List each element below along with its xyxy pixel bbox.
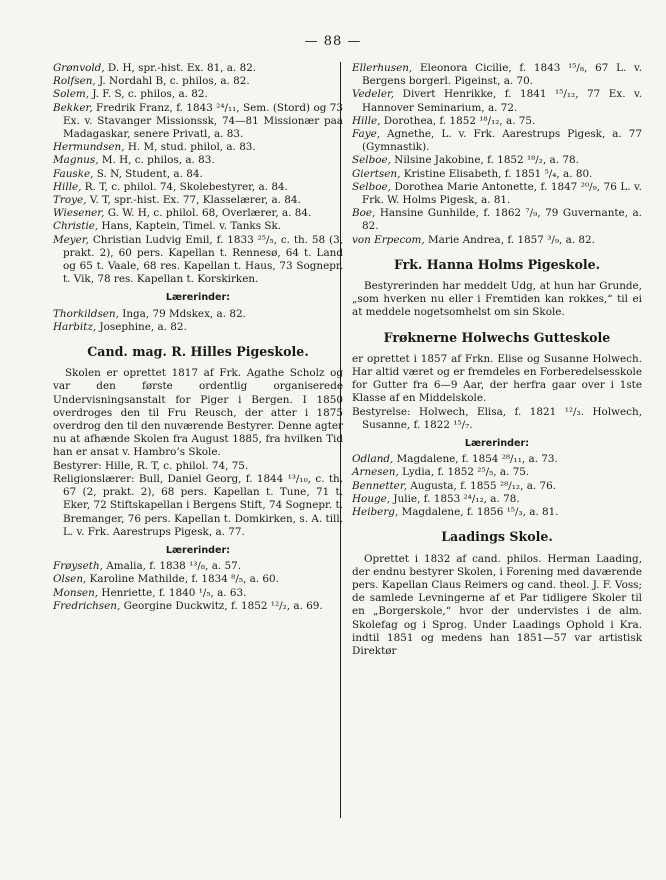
bestyrer-line: Bestyrer: Hille, R. T, c. philol. 74, 75. xyxy=(53,459,249,472)
staff-name: Bennetter, xyxy=(352,479,407,492)
staff-name: von Erpecom, xyxy=(352,233,425,246)
staff-entry xyxy=(53,234,343,287)
staff-name: Rolfsen, xyxy=(53,75,96,88)
staff-details: Josephine, a. 82. xyxy=(96,320,187,333)
staff-name: Giertsen, xyxy=(352,167,401,180)
staff-entry xyxy=(53,573,343,586)
staff-entry xyxy=(53,168,343,181)
staff-name: Selboe, xyxy=(352,154,391,167)
staff-entry xyxy=(53,75,343,88)
staff-name: Solem, xyxy=(53,88,90,101)
staff-details: Julie, f. 1853 ²⁴/₁₂, a. 78. xyxy=(390,492,520,505)
staff-details: Magdalene, f. 1856 ¹⁵/₃, a. 81. xyxy=(398,506,559,519)
staff-name: Monsen, xyxy=(53,586,99,599)
staff-entry xyxy=(53,207,343,220)
staff-entry xyxy=(53,154,343,167)
staff-entry xyxy=(53,102,343,142)
staff-details: Eleonora Cicilie, f. 1843 ¹⁵/₈, 67 L. v. Bergens borgerl. Pigeinst, a. 70. xyxy=(362,62,642,88)
staff-entry xyxy=(352,62,642,88)
staff-details: J. F. S, c. philos, a. 82. xyxy=(89,88,208,101)
section-paragraph: Skolen er oprettet 1817 af Frk. Agathe Scholz og var den første ordentlig organiserede Undervisningsanstalt for Piger i Bergen. I 1850 overdroges den til Fru Reusch, der atter i 1875 overdrog den til den nuværende Bestyrer. Denne agter nu at afhænde Skolen fra August 1885, fra hvilken Tid han er ansat v. Hambro’s Skole. xyxy=(53,367,343,459)
staff-details: Nilsine Jakobine, f. 1852 ¹⁸/₂, a. 78. xyxy=(390,154,579,167)
staff-entry xyxy=(352,207,642,233)
staff-details: Karoline Mathilde, f. 1834 ⁸/₅, a. 60. xyxy=(86,573,279,586)
staff-entry xyxy=(352,128,642,154)
staff-name: Ellerhusen, xyxy=(352,62,413,74)
staff-details: Hansine Gunhilde, f. 1862 ⁷/₉, 79 Guvernante, a. 82. xyxy=(362,207,642,233)
staff-details: Magdalene, f. 1854 ²⁸/₁₁, a. 73. xyxy=(393,453,558,466)
laererinder-heading-2: Lærerinder: xyxy=(165,544,231,556)
staff-details: Agnethe, L. v. Frk. Aarestrups Pigesk, a. 77 (Gymnastik). xyxy=(362,128,642,154)
staff-details: Amalia, f. 1838 ¹³/₈, a. 57. xyxy=(102,560,242,573)
staff-name: Magnus, xyxy=(53,154,99,167)
staff-name: Faye, xyxy=(352,128,381,141)
staff-name: Vedeler, xyxy=(352,88,395,101)
staff-entry xyxy=(352,154,642,167)
staff-details: G. W. H, c. philol. 68, Overlærer, a. 84. xyxy=(104,207,312,220)
holms-paragraph: Bestyrerinden har meddelt Udg, at hun har Grunde, „som hverken nu eller i Fremtiden kan rokkes,“ til ei at meddele nogetsomhelst om sin Skole. xyxy=(352,280,642,319)
staff-name: Boe, xyxy=(352,207,376,220)
staff-entry xyxy=(53,321,343,334)
page-number: — 88 — xyxy=(304,34,362,49)
staff-name: Selboe, xyxy=(352,180,391,193)
staff-name: Harbitz, xyxy=(53,320,97,333)
staff-name: Grønvold, xyxy=(53,62,105,74)
laererinder-heading: Lærerinder: xyxy=(165,292,231,304)
staff-name: Fredrichsen, xyxy=(53,599,121,612)
laererinder-heading-right: Lærerinder: xyxy=(464,438,530,450)
staff-details: Christian Ludvig Emil, f. 1833 ²⁵/₅, c. th. 58 (3, prakt. 2), 60 pers. Kapellan t. Rennesø, 64 t. Land og 65 t. Vaale, 68 res. Kapellan t. Haus, 73 Sognepr. t. Vik, 78 res. Kapellan t. Korskirken. xyxy=(63,233,343,286)
staff-name: Troye, xyxy=(53,194,87,207)
staff-entry xyxy=(53,194,343,207)
staff-details: Augusta, f. 1855 ²⁸/₁₂, a. 76. xyxy=(406,479,557,492)
staff-entry xyxy=(53,88,343,101)
bestyrelse-line: Bestyrelse: Holwech, Elisa, f. 1821 ¹²/₃. Holwech, Susanne, f. 1822 ¹⁵/₇. xyxy=(352,405,642,431)
staff-entry xyxy=(352,466,642,479)
staff-entry xyxy=(352,453,642,466)
staff-details: S. N, Student, a. 84. xyxy=(93,167,203,180)
staff-list-b xyxy=(53,308,343,334)
staff-entry xyxy=(53,600,343,613)
staff-details: V. T, spr.-hist. Ex. 77, Klasselærer, a. 84. xyxy=(86,194,301,207)
staff-entry xyxy=(352,480,642,493)
right-column xyxy=(352,62,642,658)
staff-entry xyxy=(53,220,343,233)
staff-details: Dorothea Marie Antonette, f. 1847 ²⁰/₉, 76 L. v. Frk. W. Holms Pigesk, a. 81. xyxy=(362,180,642,207)
staff-name: Meyer, xyxy=(53,233,89,246)
staff-name: Frøyseth, xyxy=(53,560,103,573)
staff-details: H. M, stud. philol, a. 83. xyxy=(124,141,256,154)
staff-list-a xyxy=(53,62,343,286)
staff-entry xyxy=(352,506,642,519)
staff-name: Odland, xyxy=(352,453,394,466)
staff-entry xyxy=(53,62,343,75)
staff-details: Hans, Kaptein, Timel. v. Tanks Sk. xyxy=(98,220,282,233)
staff-details: Kristine Elisabeth, f. 1851 ⁵/₄, a. 80. xyxy=(400,167,593,180)
staff-name: Fauske, xyxy=(53,167,94,180)
staff-entry xyxy=(352,168,642,181)
staff-name: Arnesen, xyxy=(352,466,399,479)
staff-name: Bekker, xyxy=(53,101,93,114)
staff-details: M. H, c. philos, a. 83. xyxy=(98,154,215,167)
staff-details: Divert Henrikke, f. 1841 ¹⁵/₁₂, 77 Ex. v. Hannover Seminarium, a. 72. xyxy=(362,88,642,114)
left-column xyxy=(53,62,343,613)
staff-details: R. T, c. philol. 74, Skolebestyrer, a. 84. xyxy=(81,180,288,193)
staff-entry xyxy=(352,234,642,247)
staff-name: Olsen, xyxy=(53,573,87,586)
staff-name: Hille, xyxy=(352,114,381,127)
holwechs-paragraph: er oprettet i 1857 af Frkn. Elise og Susanne Holwech. Har altid været og er fremdeles en Forberedelsesskole for Gutter fra 6—9 Aar, der herfra gaar over i 1ste Klasse af en Middelskole. xyxy=(352,352,642,405)
staff-name: Hille, xyxy=(53,180,82,193)
staff-entry xyxy=(352,115,642,128)
religion-line: Religionslærer: Bull, Daniel Georg, f. 1844 ¹³/₁₀, c. th. 67 (2, prakt. 2), 68 pers. Kapellan t. Tune, 71 t. Eker, 72 Stiftskapellan i Bergens Stift, 74 Sognepr. t. Bremanger, 76 pers. Kapellan t. Domkirken, s. A. till. L. v. Frk. Aarestrups Pigesk, a. 77. xyxy=(53,472,343,538)
staff-name: Thorkildsen, xyxy=(53,307,119,320)
staff-name: Houge, xyxy=(352,492,391,505)
staff-entry xyxy=(53,587,343,600)
staff-details: Fredrik Franz, f. 1843 ²⁴/₁₁, Sem. (Stord) og 73 Ex. v. Stavanger Missionssk, 74—81 Missionær paa Madagaskar, senere Privatl, a. 83. xyxy=(63,101,343,141)
staff-name: Heiberg, xyxy=(352,506,399,519)
staff-entry xyxy=(53,181,343,194)
staff-entry xyxy=(53,560,343,573)
staff-details: Dorothea, f. 1852 ¹⁸/₁₂, a. 75. xyxy=(380,114,536,127)
staff-details: J. Nordahl B, c. philos, a. 82. xyxy=(95,75,250,88)
section-title-holwechs: Frøknerne Holwechs Gutteskole xyxy=(383,329,611,345)
staff-details: Henriette, f. 1840 ¹/₅, a. 63. xyxy=(98,586,247,599)
staff-name: Christie, xyxy=(53,220,99,233)
staff-list-right-b xyxy=(352,453,642,519)
staff-entry xyxy=(53,141,343,154)
staff-details: Marie Andrea, f. 1857 ³/₉, a. 82. xyxy=(424,233,595,246)
section-title-hilles: Cand. mag. R. Hilles Pigeskole. xyxy=(87,344,309,360)
staff-list-c xyxy=(53,560,343,613)
staff-name: Wiesener, xyxy=(53,207,105,220)
section-title-laadings: Laadings Skole. xyxy=(441,529,553,545)
staff-details: Lydia, f. 1852 ²⁵/₅, a. 75. xyxy=(398,466,530,479)
staff-entry xyxy=(53,308,343,321)
staff-details: Georgine Duckwitz, f. 1852 ¹²/₂, a. 69. xyxy=(120,599,323,612)
staff-name: Hermundsen, xyxy=(53,141,125,154)
staff-details: Inga, 79 Mdskex, a. 82. xyxy=(118,307,246,320)
staff-entry xyxy=(352,88,642,114)
staff-entry xyxy=(352,493,642,506)
staff-entry xyxy=(352,181,642,207)
staff-list-right-a xyxy=(352,62,642,247)
section-title-holms: Frk. Hanna Holms Pigeskole. xyxy=(393,256,601,272)
laadings-paragraph: Oprettet i 1832 af cand. philos. Herman Laading, der endnu bestyrer Skolen, i Forening med daværende pers. Kapellan Claus Reimers og cand. theol. J. F. Voss; de samlede Levningerne af et Par tidligere Skoler til en „Borgerskole,“ hvor der undervistes i de alm. Skolefag og i Sprog. Under Laadings Ophold i Kra. indtil 1851 og medens han 1851—57 var artistisk Direktør xyxy=(352,552,642,657)
staff-details: D. H, spr.-hist. Ex. 81, a. 82. xyxy=(104,62,257,74)
